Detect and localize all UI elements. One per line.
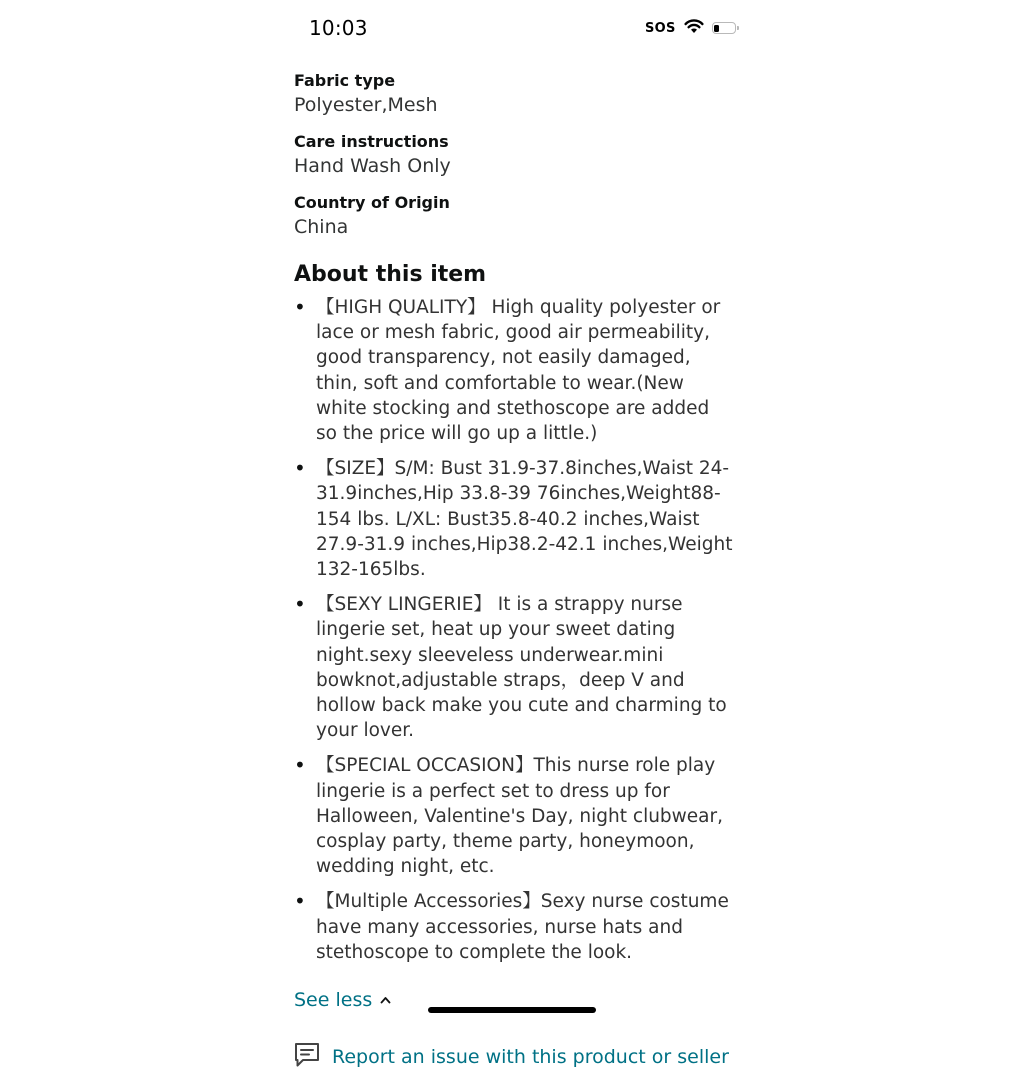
chevron-up-icon <box>380 989 391 1013</box>
bullet-text: 【Multiple Accessories】Sexy nurse costume have many accessories, nurse hats and stethoscope to complete the look. <box>316 891 729 963</box>
bullet-dot: • <box>294 295 306 319</box>
wifi-icon <box>684 18 704 38</box>
about-bullet-item <box>294 889 734 965</box>
battery-level <box>714 25 719 32</box>
see-less-label: See less <box>294 989 373 1012</box>
report-issue-link[interactable] <box>294 1042 734 1072</box>
spec-label: Care instructions <box>294 132 449 151</box>
bullet-text: 【SIZE】S/M: Bust 31.9-37.8inches,Waist 24-31.9inches,Hip 33.8-39 76inches,Weight88-154 lbs. L/XL: Bust35.8-40.2 inches,Waist 27.9-31.9 inches,Hip38.2-42.1 inches,Weight 132-165lbs. <box>316 458 733 581</box>
home-indicator[interactable] <box>428 1007 596 1013</box>
bullet-text: 【HIGH QUALITY】 High quality polyester or lace or mesh fabric, good air permeability, good transparency, not easily damaged, thin, soft and comfortable to wear.(New white stocking and stethoscope are added so the price will go up a little.) <box>316 297 721 445</box>
status-time: 10:03 <box>309 16 368 40</box>
product-details <box>294 70 734 1072</box>
status-indicators <box>645 18 736 38</box>
bullet-dot: • <box>294 753 306 778</box>
bullet-dot: • <box>294 889 306 914</box>
about-bullet-list <box>294 295 734 965</box>
bullet-text: 【SPECIAL OCCASION】This nurse role play lingerie is a perfect set to dress up for Halloween, Valentine's Day, night clubwear, cosplay party, theme party, honeymoon, wedding night, etc. <box>316 755 724 878</box>
spec-value: China <box>294 216 349 238</box>
bullet-text: 【SEXY LINGERIE】 It is a strappy nurse lingerie set, heat up your sweet dating night.sexy sleeveless underwear.mini bowknot,adjustable straps，deep V and hollow back make you cute and charming to your lover. <box>316 594 727 742</box>
spec-fabric-type <box>294 70 734 118</box>
about-heading: About this item <box>294 262 487 287</box>
bullet-dot: • <box>294 592 306 617</box>
sos-indicator: SOS <box>645 20 676 36</box>
about-bullet-item <box>294 753 734 879</box>
spec-label: Fabric type <box>294 71 396 90</box>
spec-value: Hand Wash Only <box>294 155 451 177</box>
about-bullet-item <box>294 295 734 446</box>
spec-care-instructions <box>294 131 734 179</box>
about-bullet-item <box>294 592 734 743</box>
spec-country-of-origin <box>294 192 734 240</box>
feedback-icon <box>294 1042 320 1072</box>
report-issue-label: Report an issue with this product or seller <box>332 1046 729 1069</box>
bullet-dot: • <box>294 456 306 481</box>
about-bullet-item <box>294 456 734 582</box>
battery-icon <box>712 22 736 34</box>
spec-label: Country of Origin <box>294 193 450 212</box>
spec-value: Polyester,Mesh <box>294 94 438 116</box>
